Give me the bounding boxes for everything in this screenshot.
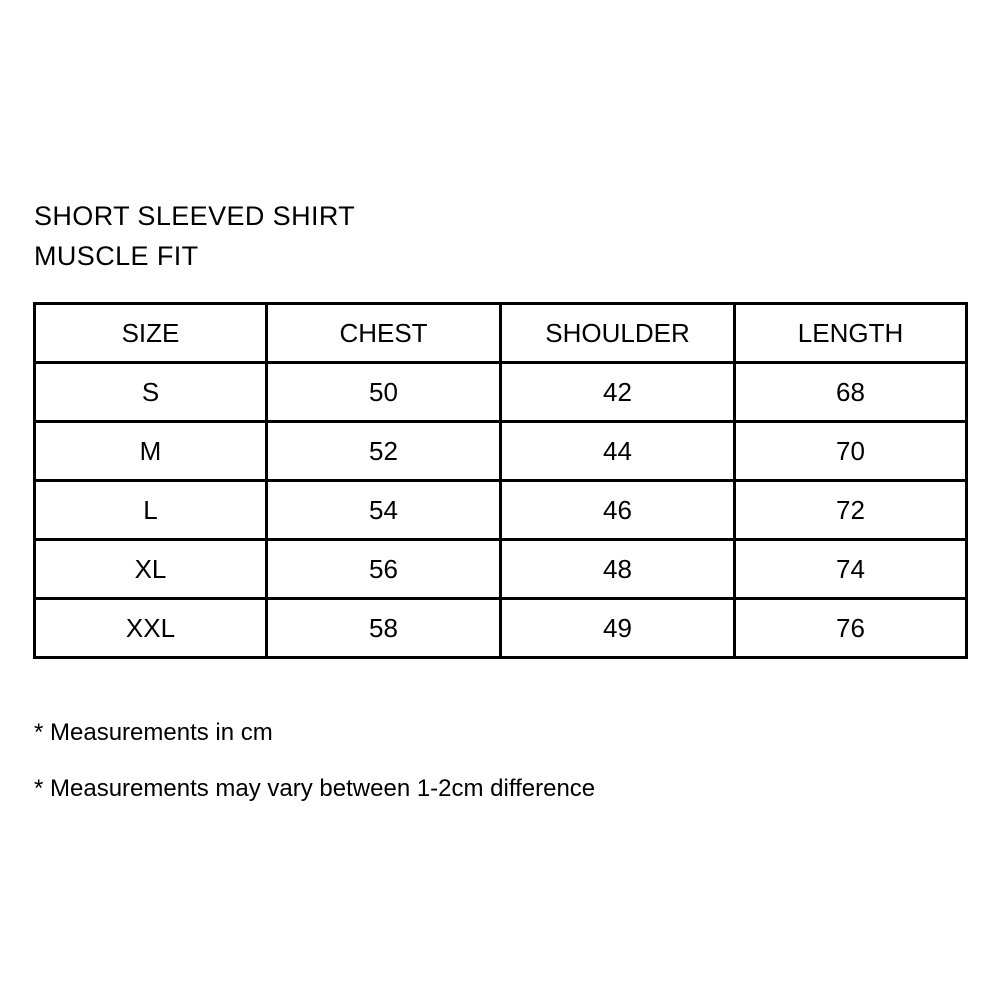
cell-length: 76	[735, 599, 967, 658]
cell-size: S	[35, 363, 267, 422]
cell-chest: 52	[267, 422, 501, 481]
cell-chest: 54	[267, 481, 501, 540]
cell-shoulder: 42	[501, 363, 735, 422]
page-title-line-1: SHORT SLEEVED SHIRT	[34, 201, 356, 231]
cell-shoulder: 49	[501, 599, 735, 658]
cell-chest: 56	[267, 540, 501, 599]
size-chart-table	[33, 302, 968, 659]
cell-shoulder: 46	[501, 481, 735, 540]
table-row	[35, 363, 967, 422]
table-row	[35, 481, 967, 540]
cell-length: 72	[735, 481, 967, 540]
table-row	[35, 422, 967, 481]
footnote-units: * Measurements in cm	[34, 719, 273, 746]
footnotes	[34, 705, 595, 817]
cell-size: XXL	[35, 599, 267, 658]
table-row	[35, 540, 967, 599]
column-header-size: SIZE	[35, 304, 267, 363]
column-header-chest: CHEST	[267, 304, 501, 363]
page-title	[34, 196, 355, 276]
cell-size: XL	[35, 540, 267, 599]
cell-size: M	[35, 422, 267, 481]
cell-chest: 58	[267, 599, 501, 658]
column-header-length: LENGTH	[735, 304, 967, 363]
column-header-shoulder: SHOULDER	[501, 304, 735, 363]
table-header-row	[35, 304, 967, 363]
cell-size: L	[35, 481, 267, 540]
cell-length: 74	[735, 540, 967, 599]
cell-chest: 50	[267, 363, 501, 422]
footnote-tolerance: * Measurements may vary between 1-2cm difference	[34, 775, 596, 802]
cell-length: 70	[735, 422, 967, 481]
page-title-line-2: MUSCLE FIT	[34, 241, 199, 271]
cell-shoulder: 44	[501, 422, 735, 481]
table-row	[35, 599, 967, 658]
cell-shoulder: 48	[501, 540, 735, 599]
cell-length: 68	[735, 363, 967, 422]
